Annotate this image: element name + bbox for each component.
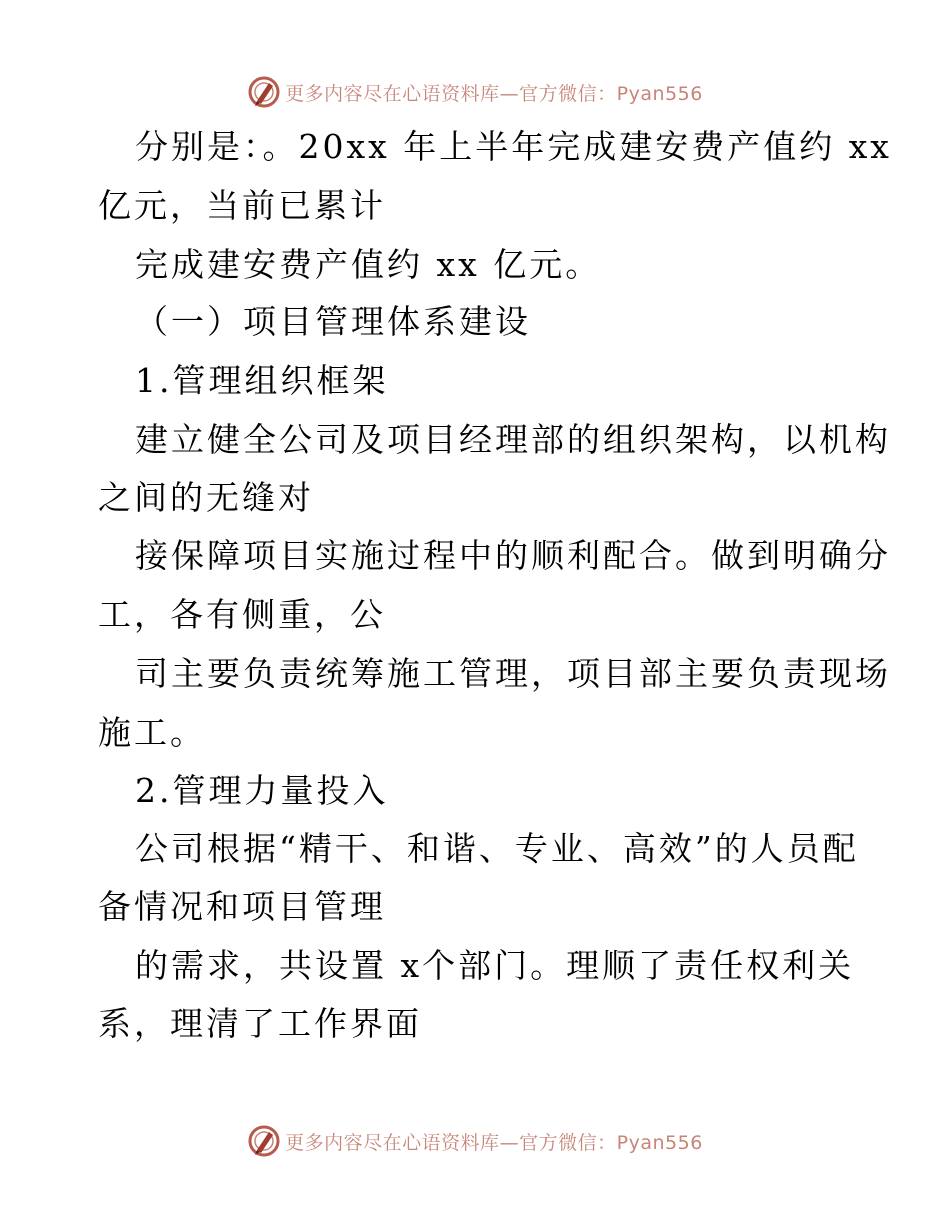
footer-watermark	[0, 1121, 950, 1161]
text-line: 工，各有侧重，公	[98, 595, 386, 634]
subsection-heading: 2.管理力量投入	[135, 771, 389, 810]
text-line: 的需求，共设置 x个部门。理顺了责任权利关	[135, 946, 855, 985]
pen-circle-logo-icon	[247, 75, 281, 109]
text-line: 接保障项目实施过程中的顺利配合。做到明确分	[135, 536, 891, 575]
pen-circle-logo-icon	[247, 1124, 281, 1158]
text-line: 备情况和项目管理	[98, 887, 386, 926]
text-line: 分别是：。20xx 年上半年完成建安费产值约 xx	[135, 127, 892, 166]
text-line: 建立健全公司及项目经理部的组织架构，以机构	[135, 420, 891, 459]
text-line: 完成建安费产值约 xx 亿元。	[135, 245, 602, 284]
section-heading: （一）项目管理体系建设	[135, 302, 531, 341]
text-line: 司主要负责统筹施工管理，项目部主要负责现场	[135, 654, 891, 693]
watermark-text: 更多内容尽在心语资料库—官方微信：Pyan556	[285, 1131, 703, 1154]
text-line: 公司根据“精干、和谐、专业、高效”的人员配	[135, 829, 859, 868]
text-line: 亿元，当前已累计	[98, 186, 386, 225]
text-line: 系，理清了工作界面	[98, 1004, 422, 1043]
watermark-text: 更多内容尽在心语资料库—官方微信：Pyan556	[285, 82, 703, 105]
header-watermark	[0, 72, 950, 112]
text-line: 施工。	[98, 713, 206, 752]
text-line: 之间的无缝对	[98, 478, 314, 517]
subsection-heading: 1.管理组织框架	[135, 361, 389, 400]
